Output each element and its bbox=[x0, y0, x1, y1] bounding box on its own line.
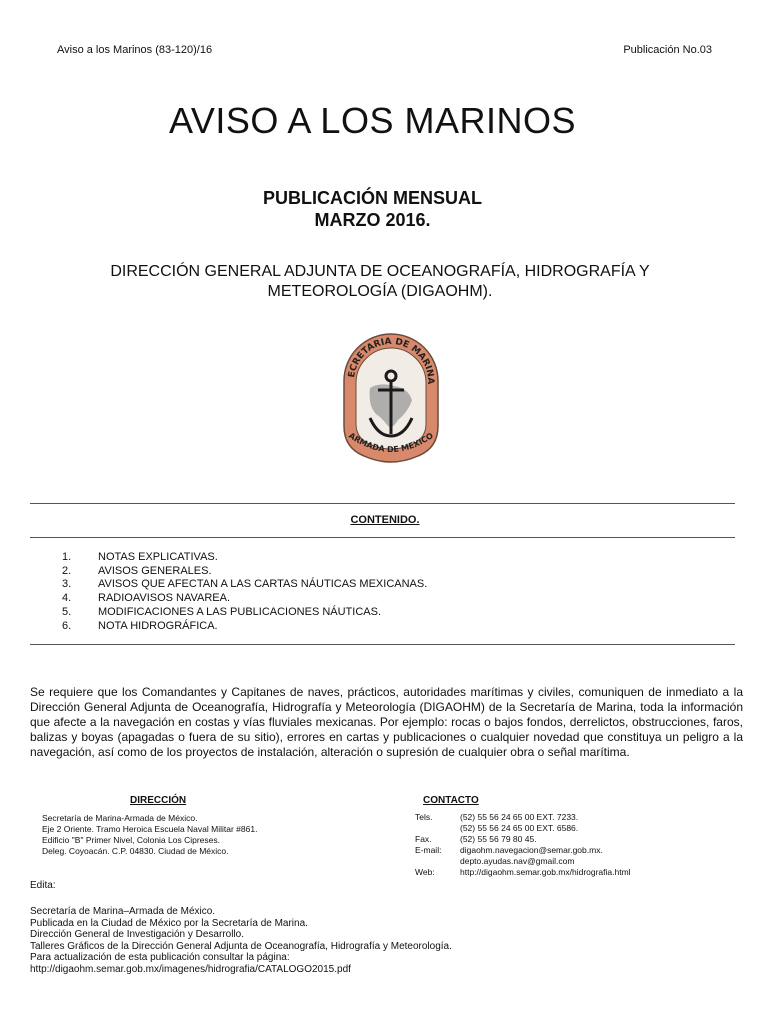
edita-label: Edita: bbox=[30, 880, 56, 891]
address-line: Deleg. Coyoacán. C.P. 04830. Ciudad de México. bbox=[42, 846, 229, 856]
item-label: NOTA HIDROGRÁFICA. bbox=[98, 619, 218, 632]
list-item bbox=[62, 606, 427, 620]
divider-top bbox=[30, 503, 735, 504]
item-label: AVISOS QUE AFECTAN A LAS CARTAS NÁUTICAS MEXICANAS. bbox=[98, 578, 428, 591]
list-item bbox=[62, 565, 427, 579]
item-number: 3. bbox=[62, 578, 72, 591]
item-number: 5. bbox=[62, 605, 72, 618]
list-item bbox=[62, 592, 427, 606]
notice-paragraph: Se requiere que los Comandantes y Capitanes de naves, prácticos, autoridades marítimas y civiles, comuniquen de inmediato a la Dirección General Adjunta de Oceanografía, Hidrografía y Meteorología (DIGAOHM) de la Secretaría de Marina, toda la información que afecte a la navegación en costas y vías fluviales mexicanas. Por ejemplo: rocas o bajos fondos, derrelictos, obstrucciones, faros, balizas y boyas (apagadas o fuera de su sitio), errores en cartas y publicaciones o cualquier novedad que constituya un peligro a la navegación, así como de los proyectos de instalación, alteración o supresión de cualquier obra o señal marítima. bbox=[30, 685, 743, 759]
directorate-line-2: METEOROLOGÍA (DIGAOHM). bbox=[267, 283, 493, 300]
credit-line: Secretaría de Marina–Armada de México. bbox=[30, 906, 216, 917]
navy-seal-logo bbox=[338, 326, 444, 466]
item-number: 2. bbox=[62, 564, 72, 577]
credit-line: Dirección General de Investigación y Desarrollo. bbox=[30, 929, 244, 940]
directorate-line-1: DIRECCIÓN GENERAL ADJUNTA DE OCEANOGRAFÍA, HIDROGRAFÍA Y bbox=[110, 263, 650, 280]
address-line: Edificio "B" Primer Nivel, Colonia Los Cipreses. bbox=[42, 835, 220, 845]
web-url: http://digaohm.semar.gob.mx/hidrografia.html bbox=[460, 867, 631, 877]
subtitle-publication: PUBLICACIÓN MENSUAL bbox=[263, 188, 482, 208]
list-item bbox=[62, 551, 427, 565]
fax-number: (52) 55 56 79 80 45. bbox=[460, 834, 537, 844]
header-left: Aviso a los Marinos (83-120)/16 bbox=[57, 44, 213, 56]
directorate-heading bbox=[40, 262, 720, 302]
contents-heading: CONTENIDO. bbox=[350, 514, 420, 526]
document-title: AVISO A LOS MARINOS bbox=[169, 100, 576, 141]
contact-row-phone: Tels. (52) 55 56 24 65 00 EXT. 7233. bbox=[415, 812, 579, 822]
item-number: 4. bbox=[62, 592, 72, 605]
phone-number: (52) 55 56 24 65 00 EXT. 7233. bbox=[460, 812, 579, 822]
address-block bbox=[42, 813, 257, 857]
header-right: Publicación No.03 bbox=[623, 44, 712, 56]
list-item bbox=[62, 578, 427, 592]
seal-bottom-text: ARMADA DE MEXICO bbox=[347, 430, 435, 455]
contents-list bbox=[62, 551, 427, 633]
email-address: digaohm.navegacion@semar.gob.mx. bbox=[460, 845, 603, 855]
address-line: Eje 2 Oriente. Tramo Heroica Escuela Naval Militar #861. bbox=[42, 824, 258, 834]
credits-block bbox=[30, 906, 452, 975]
list-item bbox=[62, 620, 427, 634]
catalog-url: http://digaohm.semar.gob.mx/imagenes/hidrografia/CATALOGO2015.pdf bbox=[30, 963, 351, 975]
item-label: MODIFICACIONES A LAS PUBLICACIONES NÁUTICAS. bbox=[98, 605, 382, 618]
phone-number: (52) 55 56 24 65 00 EXT. 6586. bbox=[460, 823, 579, 833]
seal-top-text: ECRETARIA DE MARINA bbox=[347, 336, 436, 385]
contact-row-email: E-mail: digaohm.navegacion@semar.gob.mx. bbox=[415, 845, 603, 855]
contact-row-fax: Fax. (52) 55 56 79 80 45. bbox=[415, 834, 537, 844]
item-label: NOTAS EXPLICATIVAS. bbox=[98, 551, 218, 563]
credit-line: Talleres Gráficos de la Dirección General Adjunta de Oceanografía, Hidrografía y Meteorología. bbox=[30, 940, 452, 952]
email-address: depto.ayudas.nav@gmail.com bbox=[460, 856, 575, 866]
contact-block bbox=[415, 812, 631, 878]
credit-line: Para actualización de esta publicación consultar la página: bbox=[30, 952, 290, 963]
divider-bottom bbox=[30, 644, 735, 645]
contact-row-web: Web: http://digaohm.semar.gob.mx/hidrografia.html bbox=[415, 867, 631, 877]
contact-heading: CONTACTO bbox=[423, 795, 479, 806]
item-label: AVISOS GENERALES. bbox=[98, 564, 212, 577]
contact-row-email-2 bbox=[415, 856, 631, 867]
item-label: RADIOAVISOS NAVAREA. bbox=[98, 592, 231, 605]
address-heading: DIRECCIÓN bbox=[130, 795, 187, 806]
item-number: 6. bbox=[62, 619, 72, 632]
address-line: Secretaría de Marina-Armada de México. bbox=[42, 813, 198, 823]
credit-line: Publicada en la Ciudad de México por la Secretaría de Marina. bbox=[30, 917, 308, 929]
contact-row-phone-2 bbox=[415, 823, 631, 834]
divider-mid bbox=[30, 537, 735, 538]
item-number: 1. bbox=[62, 551, 72, 563]
subtitle-date: MARZO 2016. bbox=[314, 210, 431, 230]
